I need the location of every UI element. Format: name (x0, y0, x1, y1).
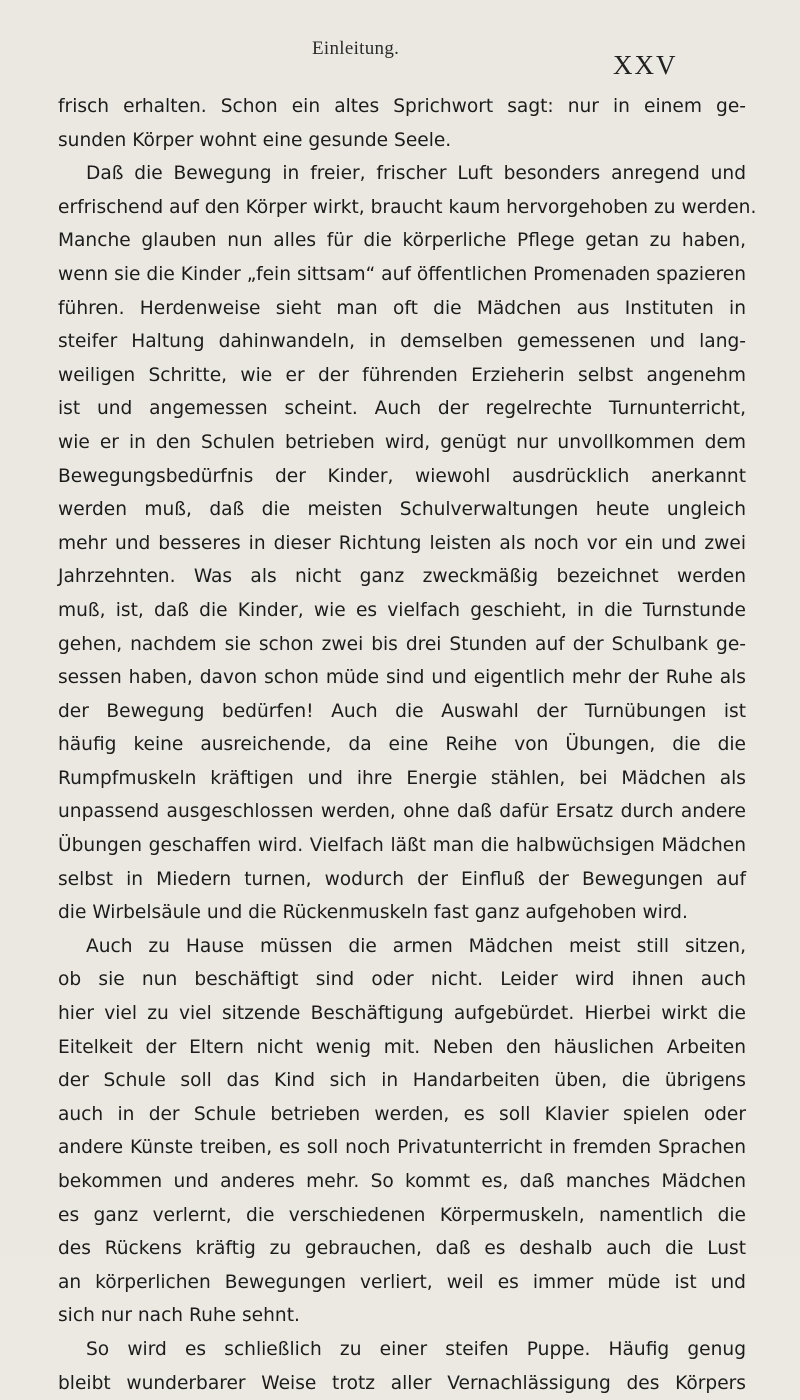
text-line: gehen, nachdem sie schon zwei bis drei Stunden auf der Schulbank ge- (58, 633, 746, 655)
text-line: selbst in Miedern turnen, wodurch der Einfluß der Bewegungen auf (58, 868, 746, 890)
text-line: sich nur nach Ruhe sehnt. (58, 1305, 300, 1327)
text-line: Rumpfmuskeln kräftigen und ihre Energie stählen, bei Mädchen als (58, 767, 746, 789)
text-line: mehr und besseres in dieser Richtung leisten als noch vor ein und zwei (58, 532, 746, 554)
text-line: steifer Haltung dahinwandeln, in demselben gemessenen und lang- (58, 331, 746, 353)
text-line: der Schule soll das Kind sich in Handarbeiten üben, die übrigens (58, 1070, 746, 1092)
text-line: bleibt wunderbarer Weise trotz aller Vernachlässigung des Körpers (58, 1372, 746, 1394)
body-text (58, 90, 757, 1400)
text-line: wie er in den Schulen betrieben wird, genügt nur unvollkommen dem (58, 431, 746, 453)
text-line: frisch erhalten. Schon ein altes Sprichwort sagt: nur in einem ge- (58, 96, 746, 117)
text-line: häufig keine ausreichende, da eine Reihe von Übungen, die die (58, 734, 746, 756)
running-title: Einleitung. (312, 38, 400, 59)
text-line: die Wirbelsäule und die Rückenmuskeln fast ganz aufgehoben wird. (58, 902, 688, 924)
text-line: ist und angemessen scheint. Auch der regelrechte Turnunterricht, (58, 398, 746, 420)
text-line: erfrischend auf den Körper wirkt, braucht kaum hervorgehoben zu werden. (58, 196, 757, 218)
text-line: wenn sie die Kinder „fein sittsam“ auf öffentlichen Promenaden spazieren (58, 263, 746, 285)
text-line: Auch zu Hause müssen die armen Mädchen meist still sitzen, (86, 935, 746, 957)
text-line: Daß die Bewegung in freier, frischer Luft besonders anregend und (86, 163, 746, 185)
text-line: muß, ist, daß die Kinder, wie es vielfach geschieht, in die Turnstunde (58, 599, 746, 621)
text-line: bekommen und anderes mehr. So kommt es, daß manches Mädchen (58, 1171, 746, 1192)
text-line: des Rückens kräftig zu gebrauchen, daß es deshalb auch die Lust (58, 1238, 746, 1260)
text-line: unpassend ausgeschlossen werden, ohne daß dafür Ersatz durch andere (58, 801, 746, 823)
page-number: XXV (613, 50, 678, 80)
text-line: So wird es schließlich zu einer steifen Puppe. Häufig genug (86, 1338, 746, 1360)
text-line: der Bewegung bedürfen! Auch die Auswahl der Turnübungen ist (58, 700, 746, 722)
text-line: andere Künste treiben, es soll noch Privatunterricht in fremden Sprachen (58, 1137, 746, 1159)
text-line: sessen haben, davon schon müde sind und eigentlich mehr der Ruhe als (58, 667, 746, 689)
text-line: werden muß, daß die meisten Schulverwaltungen heute ungleich (58, 499, 746, 521)
text-line: führen. Herdenweise sieht man oft die Mädchen aus Instituten in (58, 297, 746, 319)
text-line: Eitelkeit der Eltern nicht wenig mit. Neben den häuslichen Arbeiten (58, 1036, 746, 1058)
text-line: sunden Körper wohnt eine gesunde Seele. (58, 129, 452, 151)
text-line: weiligen Schritte, wie er der führenden Erzieherin selbst angenehm (58, 364, 746, 386)
text-line: Übungen geschaffen wird. Vielfach läßt man die halbwüchsigen Mädchen (58, 835, 746, 857)
text-line: Bewegungsbedürfnis der Kinder, wiewohl ausdrücklich anerkannt (58, 465, 746, 487)
text-line: hier viel zu viel sitzende Beschäftigung aufgebürdet. Hierbei wirkt die (58, 1003, 746, 1025)
text-line: Jahrzehnten. Was als nicht ganz zweckmäßig bezeichnet werden (58, 566, 746, 588)
text-line: Manche glauben nun alles für die körperliche Pflege getan zu haben, (58, 230, 746, 252)
text-line: ob sie nun beschäftigt sind oder nicht. Leider wird ihnen auch (58, 969, 746, 991)
text-line: an körperlichen Bewegungen verliert, weil es immer müde ist und (58, 1271, 746, 1293)
text-line: auch in der Schule betrieben werden, es soll Klavier spielen oder (58, 1103, 746, 1125)
text-line: es ganz verlernt, die verschiedenen Körpermuskeln, namentlich die (58, 1204, 746, 1226)
